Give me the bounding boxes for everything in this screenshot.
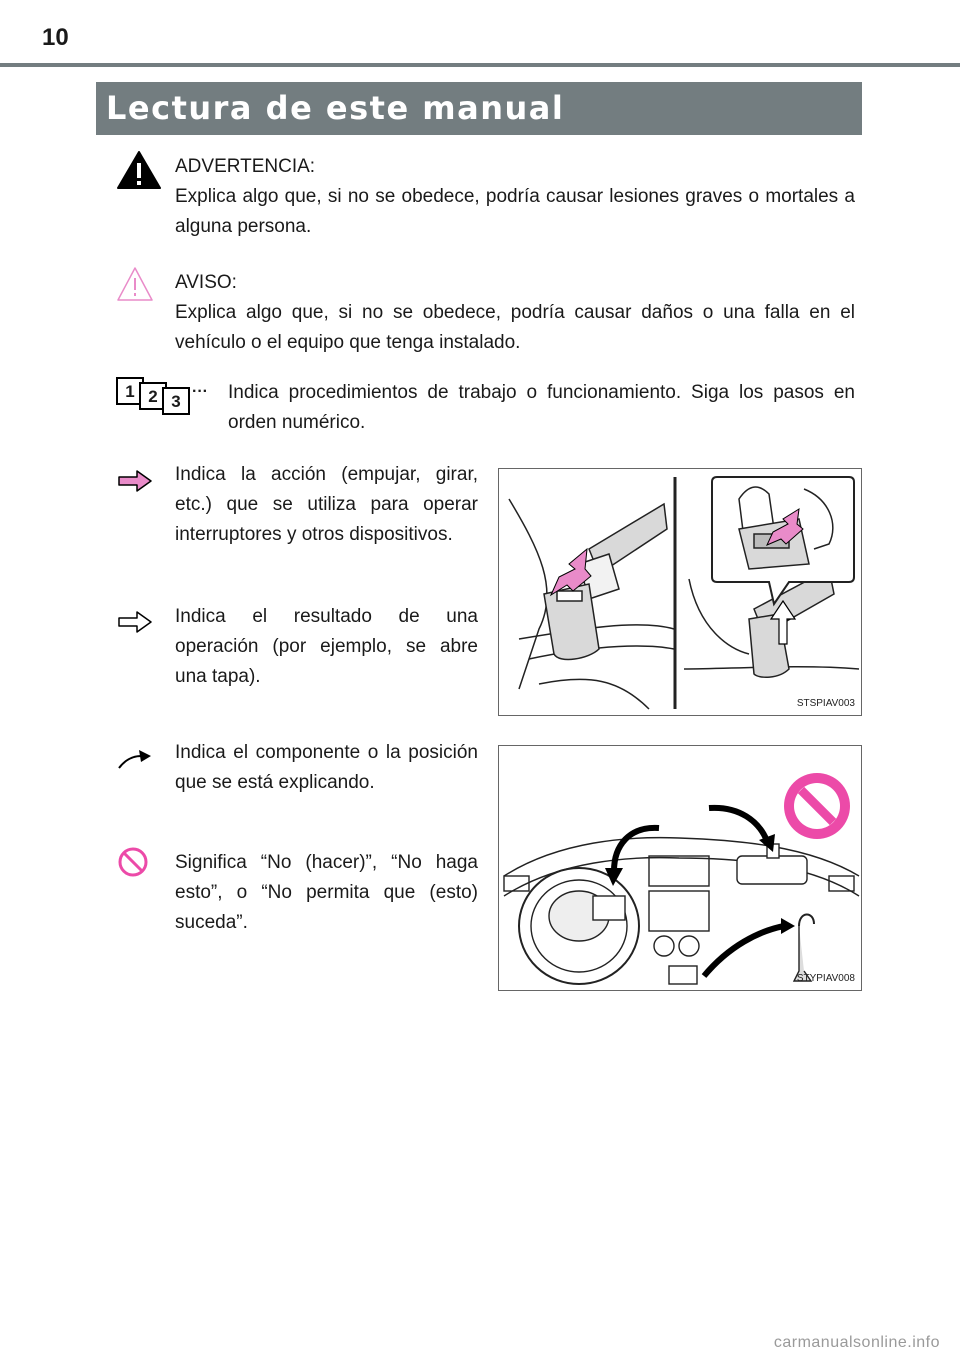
step-numbers-icon <box>116 377 216 411</box>
prohibit-text: Significa “No (hacer)”, “No haga esto”, o “No permita que (esto) suceda”. <box>175 852 478 933</box>
seatbelt-illustration <box>499 469 862 716</box>
result-arrow-icon <box>117 611 153 633</box>
steps-text: Indica procedimientos de trabajo o funcionamiento. Siga los pasos en orden numérico. <box>228 382 855 433</box>
warning-heading: ADVERTENCIA: <box>175 156 316 177</box>
notice-heading: AVISO: <box>175 272 237 293</box>
warning-block <box>175 152 855 242</box>
prohibit-icon <box>117 846 149 878</box>
action-arrow-icon <box>117 470 153 492</box>
dashboard-illustration <box>499 746 862 991</box>
page-number: 10 <box>42 24 69 51</box>
step-number: 1 <box>116 377 144 405</box>
step-number: 2 <box>139 382 167 410</box>
action-arrow-text: Indica la acción (empujar, girar, etc.) que se utiliza para operar interruptores y otros dispositivos. <box>175 464 478 545</box>
dashboard-figure <box>498 745 862 991</box>
warning-triangle-outline-icon <box>116 266 154 302</box>
step-number: 3 <box>162 387 190 415</box>
watermark: carmanualsonline.info <box>773 1334 940 1351</box>
step-dots: ··· <box>192 383 208 400</box>
warning-text: Explica algo que, si no se obedece, podría causar lesiones graves o mortales a alguna persona. <box>175 186 855 237</box>
component-arrow-text: Indica el componente o la posición que se está explicando. <box>175 742 478 793</box>
page-title: Lectura de este manual <box>96 82 862 135</box>
figure-code: STSPIAV003 <box>796 698 855 709</box>
figure-code: STYPIAV008 <box>796 973 855 984</box>
result-arrow-text: Indica el resultado de una operación (por ejemplo, se abre una tapa). <box>175 606 478 687</box>
notice-text: Explica algo que, si no se obedece, podría causar daños o una falla en el vehículo o el equipo que tenga instalado. <box>175 302 855 353</box>
seatbelt-figure <box>498 468 862 716</box>
notice-block <box>175 268 855 358</box>
component-arrow-icon <box>117 746 153 770</box>
header-rule <box>0 63 960 67</box>
warning-triangle-filled-icon <box>116 150 162 190</box>
